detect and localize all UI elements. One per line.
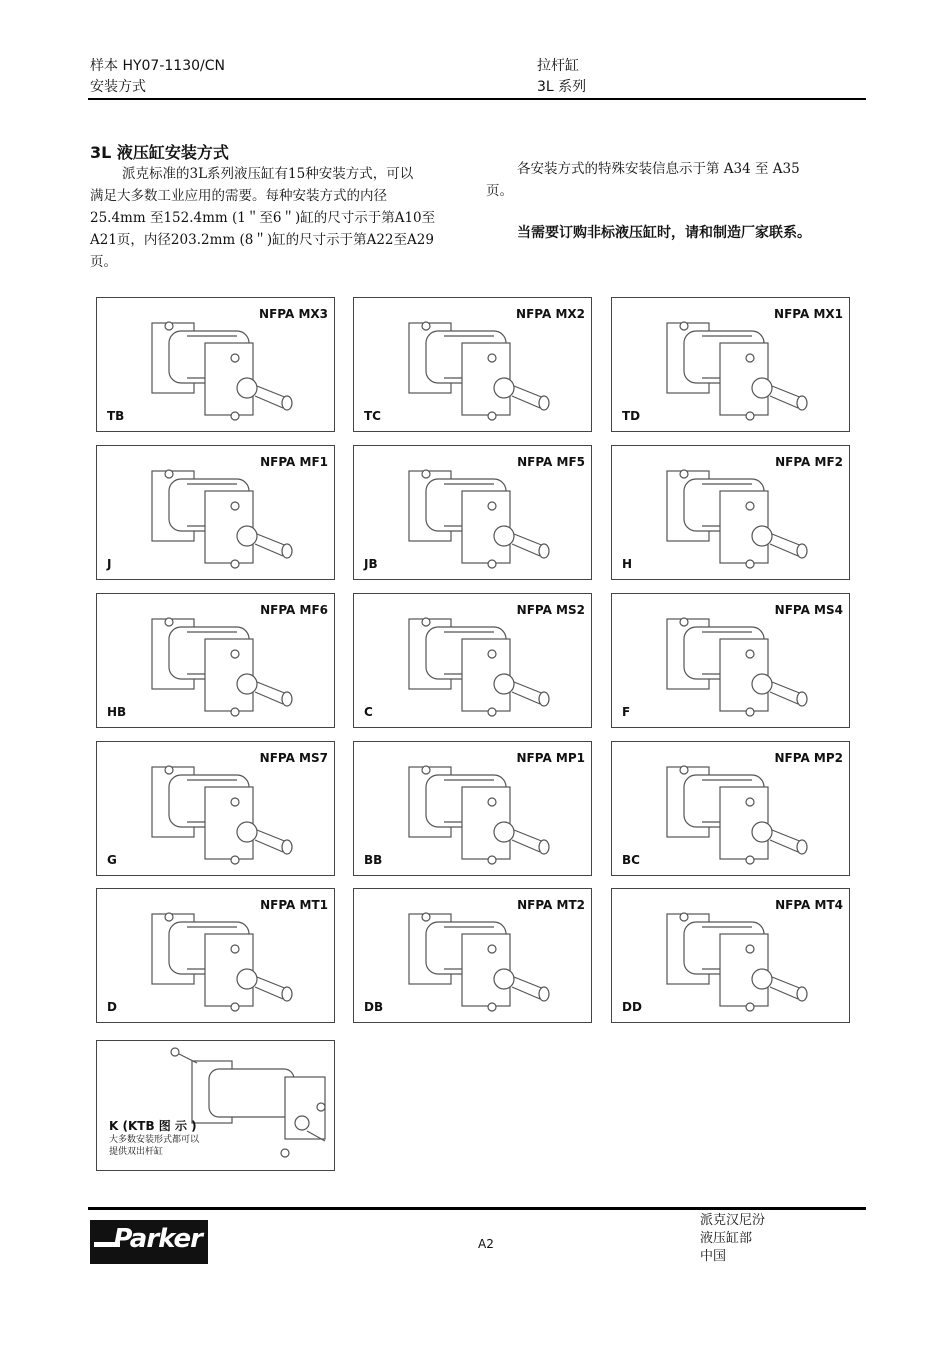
nfpa-label: NFPA MT1 <box>260 898 328 912</box>
nfpa-label: NFPA MT4 <box>775 898 843 912</box>
mounting-code: DD <box>622 1000 642 1014</box>
header-rule <box>88 98 866 100</box>
nfpa-label: NFPA MP2 <box>774 751 843 765</box>
company-line-1: 派克汉尼汾 <box>700 1213 766 1228</box>
mounting-panel <box>611 741 850 876</box>
mounting-code: TC <box>364 409 381 423</box>
header-series: 3L 系列 <box>537 79 587 95</box>
mounting-panel <box>353 741 592 876</box>
mounting-code: HB <box>107 705 127 719</box>
mounting-code: G <box>107 853 117 867</box>
nfpa-label: NFPA MP1 <box>516 751 585 765</box>
mounting-panel-k <box>96 1040 335 1171</box>
k-caption: K (KTB 图 示 ) <box>109 1119 197 1133</box>
company-line-2: 液压缸部 <box>700 1231 753 1246</box>
mounting-code: TB <box>107 409 125 423</box>
intro-line-5: 页。 <box>90 254 117 270</box>
mounting-code: F <box>622 705 631 719</box>
mounting-panel <box>96 593 335 728</box>
nfpa-label: NFPA MF1 <box>260 455 328 469</box>
page-number: A2 <box>478 1237 494 1251</box>
right-text-bold: 当需要订购非标液压缸时，请和制造厂家联系。 <box>517 225 811 241</box>
nfpa-label: NFPA MX2 <box>516 307 585 321</box>
mounting-panel <box>611 593 850 728</box>
header-section: 安装方式 <box>90 79 146 95</box>
right-text-line-2: 页。 <box>486 183 513 199</box>
mounting-panel <box>353 593 592 728</box>
intro-line-1: 派克标准的3L系列液压缸有15种安装方式，可以 <box>122 166 414 182</box>
nfpa-label: NFPA MF5 <box>517 455 585 469</box>
mounting-code: BC <box>622 853 640 867</box>
right-text-line-1: 各安装方式的特殊安装信息示于第 A34 至 A35 <box>517 161 800 177</box>
nfpa-label: NFPA MF2 <box>775 455 843 469</box>
mounting-code: J <box>107 557 112 571</box>
mounting-panel <box>353 445 592 580</box>
mounting-code: DB <box>364 1000 384 1014</box>
mounting-panel <box>96 888 335 1023</box>
header-product: 拉杆缸 <box>537 58 579 74</box>
company-line-3: 中国 <box>700 1249 727 1264</box>
header-sample-number: 样本 HY07-1130/CN <box>90 58 225 74</box>
logo-text: Parker <box>113 1224 202 1254</box>
mounting-code: BB <box>364 853 383 867</box>
mounting-panel <box>611 445 850 580</box>
nfpa-label: NFPA MS7 <box>259 751 328 765</box>
mounting-panel <box>96 741 335 876</box>
nfpa-label: NFPA MX3 <box>259 307 328 321</box>
intro-line-4: A21页，内径203.2mm (8＂)缸的尺寸示于第A22至A29 <box>90 232 434 248</box>
nfpa-label: NFPA MS2 <box>516 603 585 617</box>
mounting-panel <box>96 297 335 432</box>
page-title: 3L 液压缸安装方式 <box>90 143 229 162</box>
intro-line-2: 满足大多数工业应用的需要。每种安装方式的内径 <box>90 188 387 204</box>
nfpa-label: NFPA MF6 <box>260 603 328 617</box>
nfpa-label: NFPA MT2 <box>517 898 585 912</box>
k-note-line-2: 提供双出杆缸 <box>109 1147 164 1157</box>
parker-logo <box>90 1220 208 1264</box>
intro-line-3: 25.4mm 至152.4mm (1＂至6＂)缸的尺寸示于第A10至 <box>90 210 436 226</box>
k-note-line-1: 大多数安装形式都可以 <box>109 1135 200 1145</box>
mounting-panel <box>611 297 850 432</box>
footer-rule <box>88 1207 866 1210</box>
mounting-code: H <box>622 557 633 571</box>
mounting-panel <box>611 888 850 1023</box>
mounting-code: D <box>107 1000 117 1014</box>
mounting-code: JB <box>364 557 378 571</box>
mounting-code: TD <box>622 409 641 423</box>
mounting-code: C <box>364 705 373 719</box>
mounting-panel <box>96 445 335 580</box>
mounting-panel <box>353 888 592 1023</box>
nfpa-label: NFPA MS4 <box>774 603 843 617</box>
mounting-panel <box>353 297 592 432</box>
nfpa-label: NFPA MX1 <box>774 307 843 321</box>
